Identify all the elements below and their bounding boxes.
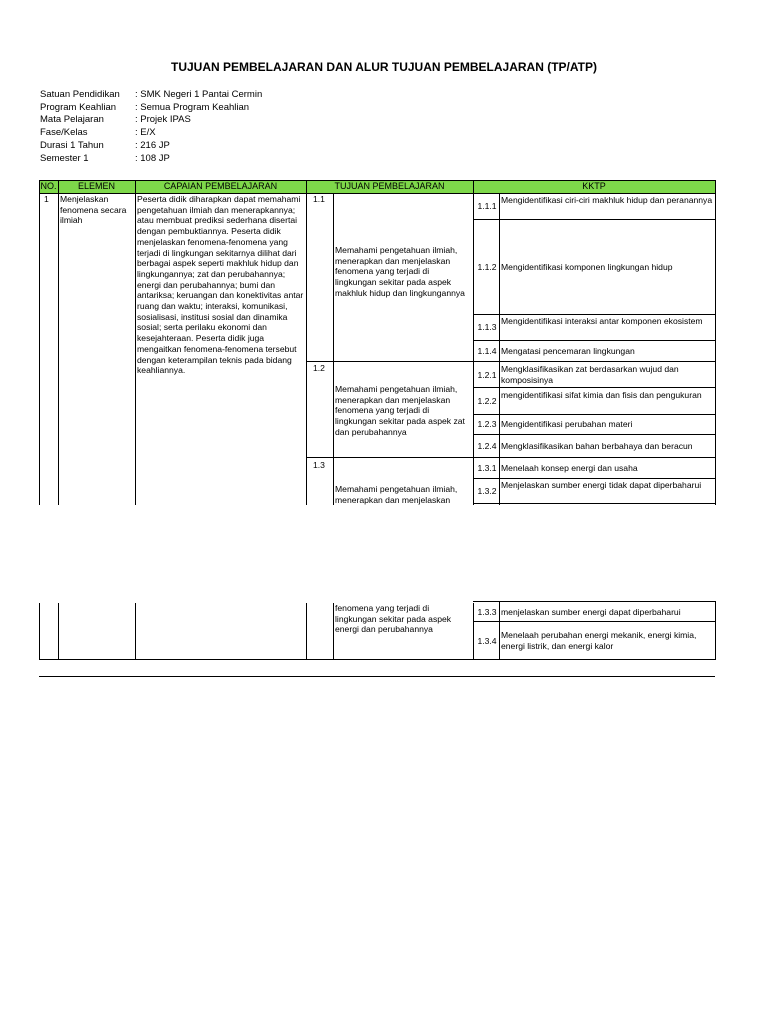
kktp-text: Mengatasi pencemaran lingkungan: [501, 346, 635, 356]
tp-code: 1.2: [313, 363, 325, 373]
meta-label: Satuan Pendidikan: [40, 89, 120, 100]
kktp-text: Mengidentifikasi ciri-ciri makhluk hidup dan peranannya: [501, 195, 713, 205]
kktp-code: 1.1.2: [477, 262, 497, 272]
meta-value: : E/X: [135, 127, 156, 138]
meta-label: Durasi 1 Tahun: [40, 140, 104, 151]
kktp-code: 1.1.3: [477, 322, 497, 332]
tp-text: Memahami pengetahuan ilmiah, menerapkan dan menjelaskan fenomena yang terjadi di lingkungan sekitar pada aspek zat dan perubahannya: [335, 384, 465, 437]
kktp-text: Mengklasifikasikan zat berdasarkan wujud dan komposisinya: [501, 364, 679, 385]
meta-value: : SMK Negeri 1 Pantai Cermin: [135, 89, 263, 100]
kktp-code: 1.1.1: [477, 201, 497, 211]
kktp-text: Mengidentifikasi perubahan materi: [501, 419, 633, 429]
meta-label: Fase/Kelas: [40, 127, 88, 138]
header-no: NO.: [40, 181, 57, 191]
tp-text: Memahami pengetahuan ilmiah, menerapkan dan menjelaskan: [335, 484, 458, 505]
header-kktp: KKTP: [473, 180, 715, 193]
elemen-cell: Menjelaskan fenomena secara ilmiah: [60, 194, 127, 226]
kktp-text: Mengidentifikasi komponen lingkungan hidup: [501, 262, 673, 272]
row-number: 1: [44, 194, 49, 204]
meta-label: Mata Pelajaran: [40, 114, 104, 125]
tp-text-continued: fenomena yang terjadi di lingkungan sekitar pada aspek energi dan perubahannya: [335, 603, 452, 635]
kktp-code: 1.2.4: [477, 441, 497, 451]
kktp-code: 1.2.1: [477, 370, 497, 380]
capaian-cell: Peserta didik diharapkan dapat memahami pengetahuan ilmiah dan menerapkannya; atau membuat prediksi sederhana disertai dengan pembuktiannya. Peserta didik menjelaskan fenomena-fenomena yang terjadi di lingkungan sekitarnya dilihat dari berbagai aspek seperti makhluk hidup dan lingkungannya; zat dan perubahannya; energi dan perubahannya; bumi dan antariksa; keruangan dan konektivitas antar ruang dan waktu; interaksi, komunikasi, sosialisasi, institusi sosial dan dinamika sosial; serta perilaku ekonomi dan kesejahteraan. Peserta didik juga mengaitkan fenomena-fenomena tersebut dengan keterampilan teknis pada bidang keahliannya.: [137, 194, 304, 376]
kktp-code: 1.3.4: [477, 636, 497, 646]
kktp-text: Mengklasifikasikan bahan berbahaya dan beracun: [501, 441, 693, 451]
tp-code: 1.1: [313, 194, 325, 204]
kktp-text: Menelaah konsep energi dan usaha: [501, 463, 638, 473]
meta-value: : 216 JP: [135, 140, 170, 151]
kktp-text: Menjelaskan sumber energi tidak dapat diperbaharui: [501, 480, 702, 490]
kktp-code: 1.3.2: [477, 486, 497, 496]
kktp-text: Mengidentifikasi interaksi antar komponen ekosistem: [501, 316, 703, 326]
kktp-text: menjelaskan sumber energi dapat diperbaharui: [501, 607, 681, 617]
kktp-text: mengidentifikasi sifat kimia dan fisis dan pengukuran: [501, 390, 702, 400]
kktp-code: 1.1.4: [477, 346, 497, 356]
meta-label: Program Keahlian: [40, 102, 117, 113]
header-capaian: CAPAIAN PEMBELAJARAN: [135, 180, 306, 193]
meta-value: : Semua Program Keahlian: [135, 102, 250, 113]
meta-value: : Projek IPAS: [135, 114, 191, 125]
kktp-code: 1.3.1: [477, 463, 497, 473]
kktp-code: 1.2.3: [477, 419, 497, 429]
meta-value: : 108 JP: [135, 153, 170, 164]
header-tujuan: TUJUAN PEMBELAJARAN: [306, 180, 473, 193]
document-title: TUJUAN PEMBELAJARAN DAN ALUR TUJUAN PEMBELAJARAN (TP/ATP): [170, 60, 597, 74]
meta-label: Semester 1: [40, 153, 89, 164]
tp-text: Memahami pengetahuan ilmiah, menerapkan dan menjelaskan fenomena yang terjadi di lingkungan sekitar pada aspek makhluk hidup dan lingkungannya: [335, 245, 465, 298]
tp-code: 1.3: [313, 460, 325, 470]
kktp-code: 1.3.3: [477, 607, 497, 617]
page-divider: [39, 676, 715, 677]
header-elemen: ELEMEN: [58, 180, 135, 193]
kktp-text: Menelaah perubahan energi mekanik, energi kimia, energi listrik, dan energi kalor: [501, 630, 697, 651]
kktp-code: 1.2.2: [477, 396, 497, 406]
